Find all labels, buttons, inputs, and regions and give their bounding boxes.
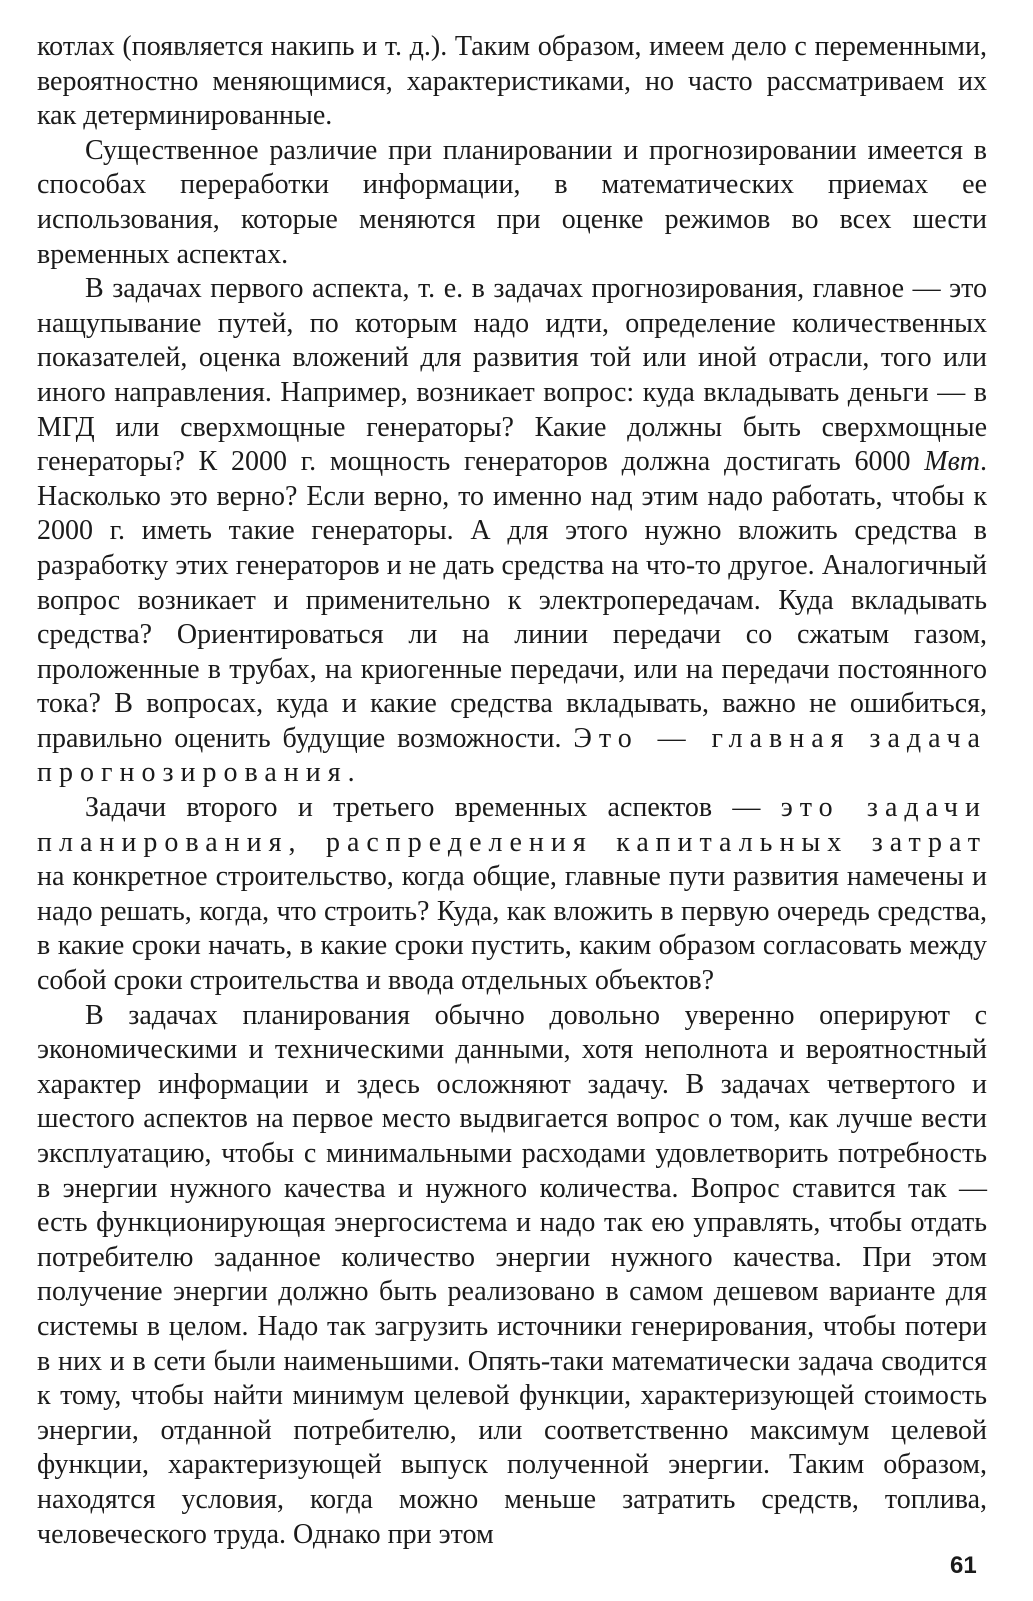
paragraph-4-text-cont: на конкретное строительство, когда общие, главные пути развития намечены и надо решать, когда, что строить? Куда, как вложить в первую очередь средства, в какие сроки начать, в какие сроки пустить, каким образом согласовать между собой сроки строительства и ввода отдельных объектов? (37, 861, 987, 997)
paragraph-2-text: Существенное различие при планировании и прогнозировании имеется в способах переработки информации, в математических приемах ее использования, которые меняются при оценке режимов во всех шести временных аспектах. (37, 134, 987, 270)
emphasized-text: это задачи планирования, распределения капитальных затрат (37, 792, 987, 858)
page-number: 61 (950, 1552, 977, 1579)
emphasized-text: Это — главная задача прогнозирования. (37, 722, 987, 789)
paragraph-3-text: В задачах первого аспекта, т. е. в задачах прогнозирования, главное — это нащупывание путей, по которым надо идти, определение количественных показателей, оценка вложений для развития той или иной отрасли, того или иного направления. Например, возникает вопрос: куда вкладывать деньги — в МГД или сверхмощные генераторы? Какие должны быть сверхмощные генераторы? К 2000 г. мощность генераторов должна достигать 6000 (37, 273, 987, 478)
paragraph (37, 134, 987, 272)
paragraph-1-text: котлах (появляется накипь и т. д.). Таким образом, имеем дело с переменными, вероятностно меняющимися, характеристиками, но часто рассматриваем их как детерминированные. (37, 31, 987, 132)
paragraph-continuation (37, 30, 987, 134)
paragraph-3-text-cont: . Насколько это верно? Если верно, то именно над этим надо работать, чтобы к 2000 г. иметь такие генераторы. А для этого нужно вложить средства в разработку этих генераторов и не дать средства на что-то другое. Аналогичный вопрос возникает и применительно к электропередачам. Куда вкладывать средства? Ориентироваться ли на линии передачи со сжатым газом, проложенные в трубах, на криогенные передачи, или на передачи постоянного тока? В вопросах, куда и какие средства вкладывать, важно не ошибиться, правильно оценить будущие возможности. (37, 446, 987, 754)
page-body (37, 30, 987, 1552)
paragraph-5-text: В задачах планирования обычно довольно уверенно оперируют с экономическими и техническими данными, хотя неполнота и вероятностный характер информации и здесь осложняют задачу. В задачах четвертого и шестого аспектов на первое место выдвигается вопрос о том, как лучше вести эксплуатацию, чтобы с минимальными расходами удовлетворить потребность в энергии нужного качества и нужного количества. Вопрос ставится так — есть функционирующая энергосистема и надо так ею управлять, чтобы отдать потребителю заданное количество энергии нужного качества. При этом получение энергии должно быть реализовано в самом дешевом варианте для системы в целом. Надо так загрузить источники генерирования, чтобы потери в них и в сети были наименьшими. Опять-таки математически задача сводится к тому, чтобы найти минимум целевой функции, характеризующей стоимость энергии, отданной потребителю, или соответственно максимум целевой функции, характеризующей выпуск полученной энергии. Таким образом, находятся условия, когда можно меньше затратить средств, топлива, человеческого труда. Однако при этом (37, 999, 987, 1550)
unit-label: Мвт (924, 446, 980, 478)
paragraph (37, 272, 987, 791)
paragraph (37, 999, 987, 1553)
paragraph-4-text: Задачи второго и третьего временных аспектов — (85, 792, 781, 824)
paragraph (37, 791, 987, 999)
